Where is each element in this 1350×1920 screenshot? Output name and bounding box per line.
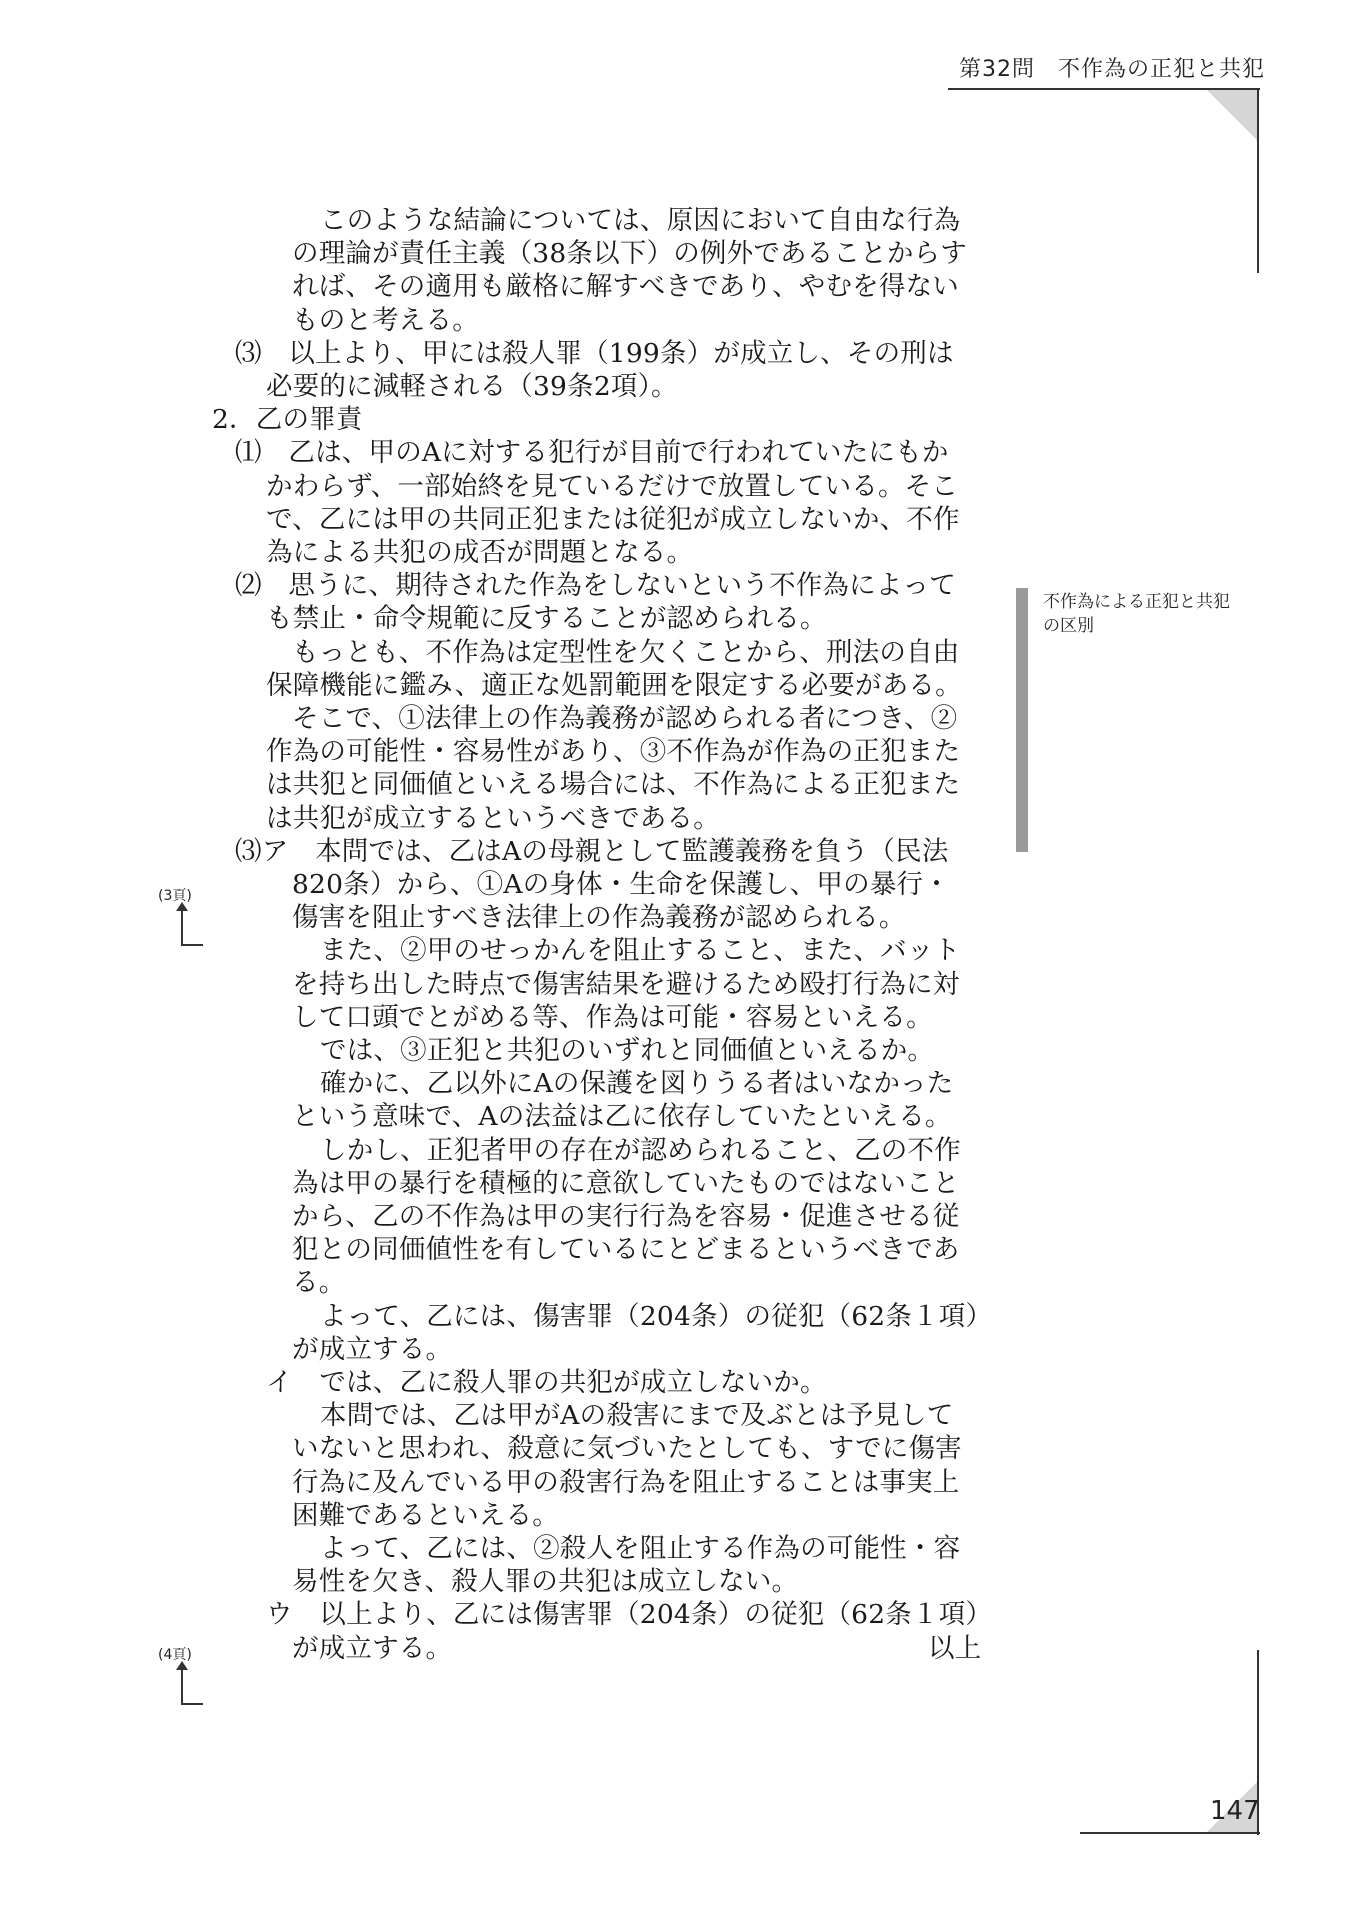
- text-line: を持ち出した時点で傷害結果を避けるため殴打行為に対: [292, 969, 960, 1000]
- text-line: 為は甲の暴行を積極的に意欲していたものではないこと: [292, 1168, 960, 1199]
- page-ref-arrow-foot: [181, 1703, 203, 1705]
- footer-rule: [1080, 1832, 1260, 1834]
- text-line: ⑴ 乙は、甲のAに対する犯行が目前で行われていたにもか: [235, 437, 949, 468]
- closing-mark: 以上: [928, 1633, 982, 1664]
- text-line: 行為に及んでいる甲の殺害行為を阻止することは事実上: [292, 1467, 960, 1498]
- top-edge-line: [1257, 88, 1259, 273]
- text-line: 傷害を阻止すべき法律上の作為義務が認められる。: [292, 902, 906, 933]
- text-line: という意味で、Aの法益は乙に依存していたといえる。: [292, 1101, 952, 1132]
- text-line: ⑵ 思うに、期待された作為をしないという不作為によって: [235, 570, 956, 601]
- text-line: では、③正犯と共犯のいずれと同価値といえるか。: [320, 1035, 935, 1066]
- text-line: 作為の可能性・容易性があり、③不作為が作為の正犯また: [266, 736, 961, 767]
- text-line: ⑶ 以上より、甲には殺人罪（199条）が成立し、その刑は: [235, 338, 954, 369]
- text-line: が成立する。: [292, 1633, 453, 1664]
- text-line: このような結論については、原因において自由な行為: [320, 205, 961, 236]
- text-line: から、乙の不作為は甲の実行行為を容易・促進させる従: [292, 1201, 960, 1232]
- top-corner-marker: [1207, 90, 1257, 140]
- text-line: よって、乙には、傷害罪（204条）の従犯（62条１項）: [320, 1301, 993, 1332]
- text-line: は共犯が成立するというべきである。: [266, 803, 720, 834]
- margin-note: 不作為による正犯と共犯の区別: [1043, 592, 1230, 636]
- section-heading: 2．乙の罪責: [212, 404, 363, 435]
- text-line: 為による共犯の成否が問題となる。: [266, 537, 694, 568]
- text-line: また、②甲のせっかんを阻止すること、また、バット: [320, 935, 961, 966]
- text-line: かわらず、一部始終を見ているだけで放置している。そこ: [266, 471, 959, 502]
- text-line: 確かに、乙以外にAの保護を図りうる者はいなかった: [320, 1068, 954, 1099]
- text-line: もっとも、不作為は定型性を欠くことから、刑法の自由: [292, 637, 960, 668]
- text-line: ものと考える。: [292, 305, 479, 336]
- page-ref-label: (4頁): [158, 1647, 192, 1663]
- text-line: ⑶ア 本問では、乙はAの母親として監護義務を負う（民法: [235, 836, 949, 867]
- text-line: 困難であるといえる。: [292, 1500, 559, 1531]
- text-line: 保障機能に鑑み、適正な処罰範囲を限定する必要がある。: [266, 670, 962, 701]
- text-line: る。: [292, 1267, 346, 1298]
- text-line: 820条）から、①Aの身体・生命を保護し、甲の暴行・: [292, 869, 950, 900]
- text-line: は共犯と同価値といえる場合には、不作為による正犯また: [266, 769, 961, 800]
- text-line: 本問では、乙は甲がAの殺害にまで及ぶとは予見して: [320, 1400, 954, 1431]
- text-line: が成立する。: [292, 1334, 453, 1365]
- text-line: イ では、乙に殺人罪の共犯が成立しないか。: [266, 1367, 827, 1398]
- text-line: して口頭でとがめる等、作為は可能・容易といえる。: [292, 1002, 933, 1033]
- text-line: そこで、①法律上の作為義務が認められる者につき、②: [292, 703, 958, 734]
- text-line: れば、その適用も厳格に解すべきであり、やむを得ない: [292, 271, 959, 302]
- text-line: 易性を欠き、殺人罪の共犯は成立しない。: [292, 1566, 799, 1597]
- page-ref-arrow-icon: [181, 910, 183, 946]
- page-header-title: 第32問 不作為の正犯と共犯: [959, 57, 1265, 82]
- text-line: しかし、正犯者甲の存在が認められること、乙の不作: [320, 1135, 961, 1166]
- text-line: 必要的に減軽される（39条2項）。: [266, 371, 678, 402]
- page-number: 147: [1210, 1796, 1260, 1826]
- page-ref-arrow-foot: [181, 944, 203, 946]
- margin-note-bar: [1016, 588, 1028, 852]
- text-line: の理論が責任主義（38条以下）の例外であることからす: [292, 238, 967, 269]
- text-line: よって、乙には、②殺人を阻止する作為の可能性・容: [320, 1533, 961, 1564]
- text-line: いないと思われ、殺意に気づいたとしても、すでに傷害: [292, 1433, 962, 1464]
- page-ref-4: [158, 1647, 208, 1663]
- text-line: で、乙には甲の共同正犯または従犯が成立しないか、不作: [266, 504, 960, 535]
- text-line: も禁止・命令規範に反することが認められる。: [266, 603, 827, 634]
- text-line: ウ 以上より、乙には傷害罪（204条）の従犯（62条１項）: [266, 1599, 993, 1630]
- page-ref-arrow-icon: [181, 1669, 183, 1705]
- page-ref-label: (3頁): [158, 888, 192, 904]
- page-ref-3: [158, 888, 208, 904]
- text-line: 犯との同価値性を有しているにとどまるというべきであ: [292, 1234, 960, 1265]
